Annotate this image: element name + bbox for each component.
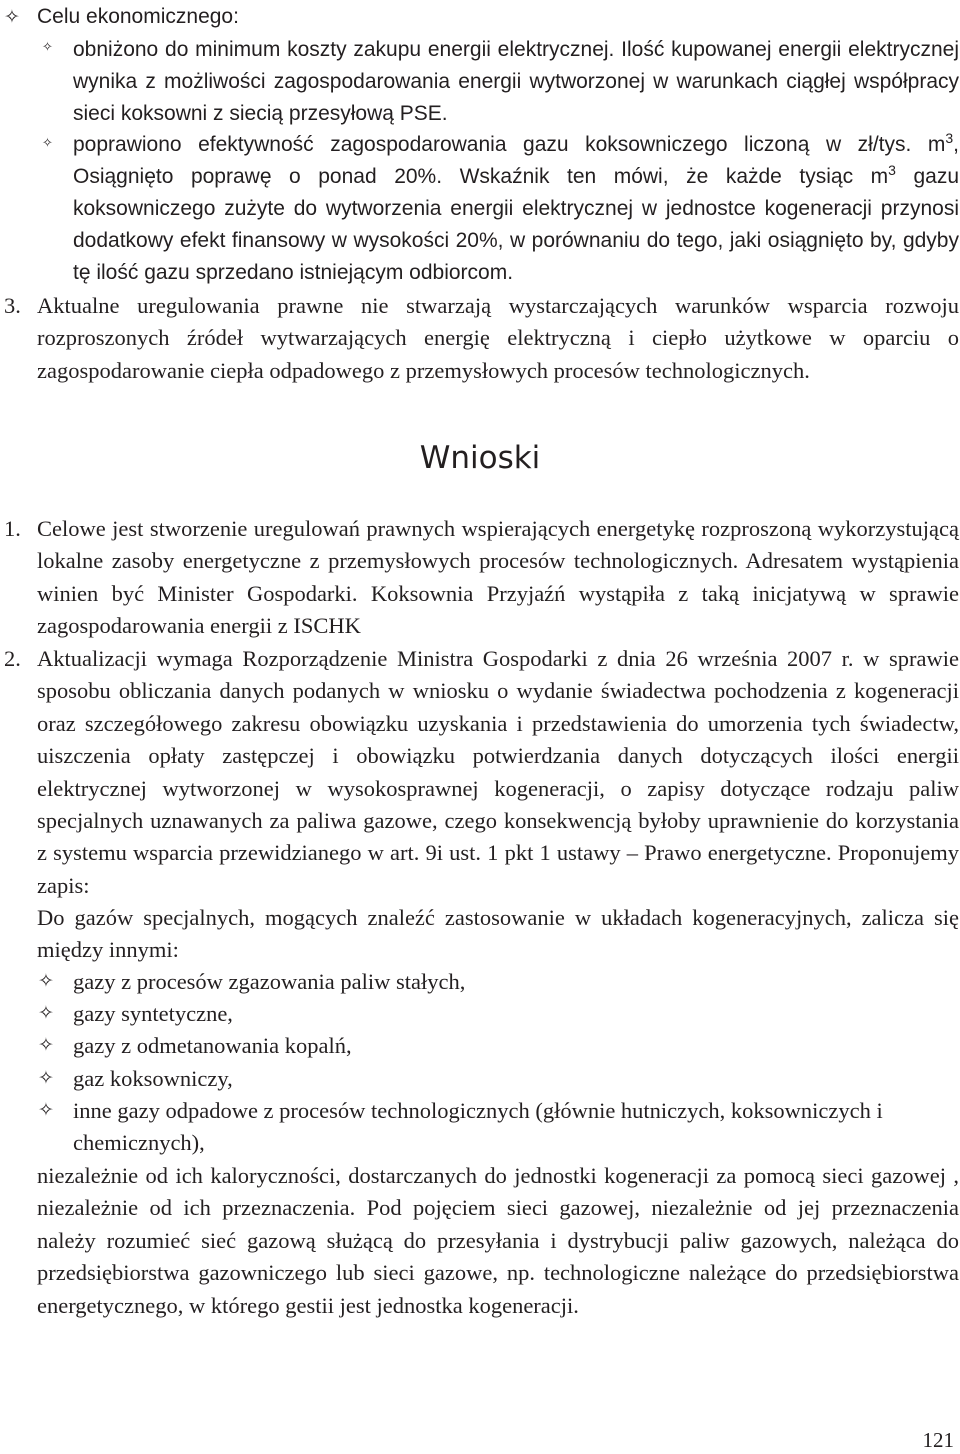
four-point-star-icon: ✧ <box>38 1067 54 1089</box>
conclusion-2-text: Aktualizacji wymaga Rozporządzenie Ministra Gospodarki z dnia 26 września 2007 r. w sprawie sposobu obliczania danych podanych w wniosku o wydanie świadectwa pochodzenia z kogeneracji oraz szczegółowego zakresu obowiązku uzyskania i przedstawienia do umorzenia tych świadectw, uiszczenia opłaty zastępczej i obowiązku potwierdzania danych dotyczących ilości energii elektrycznej wytworzonej w wysokosprawnej kogeneracji, o zapisy dotyczące rodzaju paliw specjalnych uznawanych za paliwa gazowe, czego konsekwencją byłoby uprawnienie do korzystania z systemu wsparcia przewidzianego w art. 9i ust. 1 pkt 1 ustawy – Prawo energetyczne. Proponujemy zapis: <box>37 646 959 898</box>
gas-list-item: inne gazy odpadowe z procesów technologicznych (głównie hutniczych, koksowniczych i chemicznych), <box>73 1098 883 1156</box>
closing-text: niezależnie od ich kaloryczności, dostarczanych do jednostki kogeneracji za pomocą sieci gazowej , niezależnie od ich przeznaczenia. Pod pojęciem sieci gazowej, niezależnie od jej przeznaczenia należy rozumieć sieć gazową służącą do przesyłania i dystrybucji paliw gazowych, należąca do przedsiębiorstwa gazowniczego lub sieci gazowe, np. technologiczne należące do przedsiębiorstwa energetycznego, w którego gestii jest jednostka kogeneracji. <box>37 1163 959 1318</box>
four-point-star-icon: ✧ <box>38 1034 54 1056</box>
conclusion-number: 2. <box>4 646 21 671</box>
gas-list-item: gaz koksowniczy, <box>73 1066 233 1091</box>
conclusion-1-text: Celowe jest stworzenie uregulowań prawnych wspierających energetykę rozproszoną wykorzystującą lokalne zasoby energetyczne z przemysłowych procesów technologicznych. Adresatem wystąpienia winien być Minister Gospodarki. Koksownia Przyjaźń wystąpiła z taką inicjatywą w sprawie zagospodarowania energii z ISCHK <box>37 516 959 639</box>
point-number: 3. <box>4 293 21 318</box>
section-intro: Celu ekonomicznego: <box>37 5 239 28</box>
four-point-star-icon: ✧ <box>38 970 54 992</box>
four-point-star-icon: ✧ <box>38 1002 54 1024</box>
gas-list-item: gazy z odmetanowania kopalń, <box>73 1033 352 1058</box>
four-point-star-icon: ✧ <box>42 40 53 55</box>
conclusion-number: 1. <box>4 516 21 541</box>
four-point-star-icon: ✧ <box>42 136 53 151</box>
gas-list-item: gazy z procesów zgazowania paliw stałych, <box>73 969 466 994</box>
page-number: 121 <box>922 1428 954 1452</box>
four-point-star-icon: ✧ <box>38 1099 54 1121</box>
section-heading: Wnioski <box>419 440 541 476</box>
gas-list-item: gazy syntetyczne, <box>73 1001 233 1026</box>
proposal-text: Do gazów specjalnych, mogących znaleźć zastosowanie w układach kogeneracyjnych, zalicza się między innymi: <box>37 905 959 963</box>
point-3-text: Aktualne uregulowania prawne nie stwarzają wystarczających warunków wsparcia rozwoju rozproszonych źródeł wytwarzających energię elektryczną i ciepło użytkowe w oparciu o zagospodarowanie ciepła odpadowego z przemysłowych procesów technologicznych. <box>37 293 959 383</box>
four-point-star-icon: ✧ <box>4 6 20 28</box>
economic-item-efficiency: poprawiono efektywność zagospodarowania gazu koksowniczego liczoną w zł/tys. $m^3$, Osiągnięto poprawę o ponad 20%. Wskaźnik ten mówi, że każde tysiąc $m^3$ gazu koksowniczego zużyte do wytworzenia energii elektrycznej w jednostce kogeneracji przynosi dodatkowy efekt finansowy w wysokości 20%, w porównaniu do tego, jaki osiągnięto by, gdyby tę ilość gazu sprzedano istniejącym odbiorcom. <box>73 130 960 284</box>
economic-item-cost: obniżono do minimum koszty zakupu energii elektrycznej. Ilość kupowanej energii elektrycznej wynika z możliwości zagospodarowania energii wytworzonej w warunkach ciągłej współpracy sieci koksowni z siecią przesyłową PSE. <box>73 38 959 125</box>
